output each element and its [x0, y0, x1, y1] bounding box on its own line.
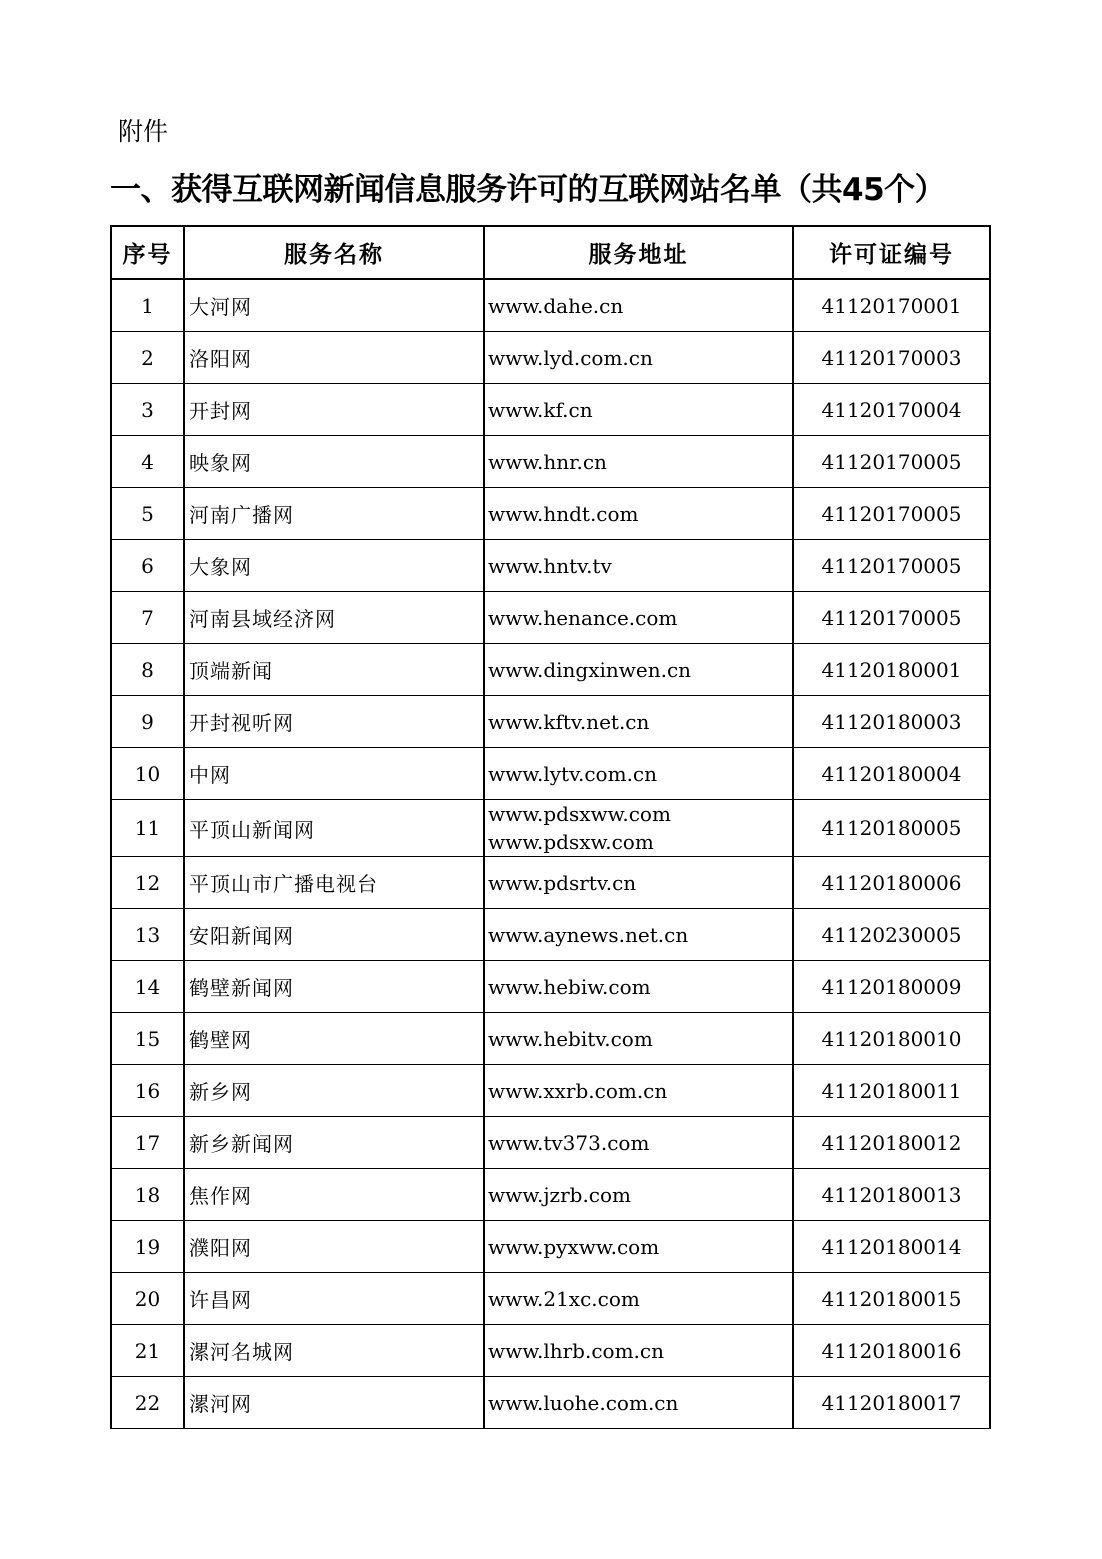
- cell-license-number: 41120180015: [793, 1273, 990, 1325]
- cell-no: 17: [111, 1117, 184, 1169]
- cell-license-number: 41120180003: [793, 696, 990, 748]
- license-table: [110, 225, 991, 1429]
- service-url: www.aynews.net.cn: [488, 922, 689, 947]
- table-row: [111, 1169, 990, 1221]
- cell-service-address: [484, 1117, 793, 1169]
- cell-service-name: 许昌网: [184, 1273, 484, 1325]
- cell-no: 4: [111, 436, 184, 488]
- table-row: [111, 332, 990, 384]
- cell-service-address: [484, 540, 793, 592]
- cell-service-address: [484, 644, 793, 696]
- header-no: 序号: [111, 226, 184, 279]
- table-row: [111, 1013, 990, 1065]
- service-url: www.pdsrtv.cn: [488, 870, 637, 895]
- service-url: www.xxrb.com.cn: [488, 1078, 668, 1103]
- cell-license-number: 41120170004: [793, 384, 990, 436]
- cell-service-name: 映象网: [184, 436, 484, 488]
- cell-license-number: 41120170005: [793, 540, 990, 592]
- cell-license-number: 41120180010: [793, 1013, 990, 1065]
- cell-service-address: [484, 696, 793, 748]
- cell-service-address: [484, 488, 793, 540]
- service-url: www.hnr.cn: [488, 449, 607, 474]
- cell-no: 15: [111, 1013, 184, 1065]
- table-row: [111, 800, 990, 857]
- table-row: [111, 592, 990, 644]
- cell-service-name: 安阳新闻网: [184, 909, 484, 961]
- table-row: [111, 436, 990, 488]
- cell-service-address: [484, 384, 793, 436]
- cell-no: 14: [111, 961, 184, 1013]
- cell-service-address: [484, 592, 793, 644]
- header-service-name: 服务名称: [184, 226, 484, 279]
- table-row: [111, 1065, 990, 1117]
- cell-no: 12: [111, 857, 184, 909]
- service-url: www.jzrb.com: [488, 1182, 632, 1207]
- cell-license-number: 41120180001: [793, 644, 990, 696]
- cell-service-name: 洛阳网: [184, 332, 484, 384]
- table-row: [111, 488, 990, 540]
- cell-service-name: 漯河名城网: [184, 1325, 484, 1377]
- cell-service-name: 鹤壁网: [184, 1013, 484, 1065]
- service-url: www.hndt.com: [488, 501, 639, 526]
- cell-service-name: 开封网: [184, 384, 484, 436]
- cell-no: 21: [111, 1325, 184, 1377]
- table-row: [111, 909, 990, 961]
- cell-no: 16: [111, 1065, 184, 1117]
- cell-service-name: 鹤壁新闻网: [184, 961, 484, 1013]
- service-url: www.hntv.tv: [488, 553, 612, 578]
- cell-service-address: [484, 748, 793, 800]
- cell-service-address: [484, 961, 793, 1013]
- cell-service-address: [484, 332, 793, 384]
- table-row: [111, 696, 990, 748]
- cell-no: 5: [111, 488, 184, 540]
- cell-service-address: [484, 1169, 793, 1221]
- cell-license-number: 41120180017: [793, 1377, 990, 1429]
- table-row: [111, 1221, 990, 1273]
- service-url: www.lhrb.com.cn: [488, 1338, 664, 1363]
- cell-service-address: [484, 436, 793, 488]
- cell-service-name: 开封视听网: [184, 696, 484, 748]
- cell-license-number: 41120180005: [793, 800, 990, 857]
- cell-service-name: 新乡网: [184, 1065, 484, 1117]
- cell-no: 20: [111, 1273, 184, 1325]
- cell-service-address: [484, 1221, 793, 1273]
- cell-service-address: [484, 1273, 793, 1325]
- service-url: www.dingxinwen.cn: [488, 657, 692, 682]
- cell-service-name: 濮阳网: [184, 1221, 484, 1273]
- cell-no: 11: [111, 800, 184, 857]
- cell-no: 10: [111, 748, 184, 800]
- attachment-label: 附件: [118, 117, 169, 146]
- cell-no: 18: [111, 1169, 184, 1221]
- cell-no: 6: [111, 540, 184, 592]
- table-header-row: [111, 226, 990, 279]
- cell-license-number: 41120180016: [793, 1325, 990, 1377]
- service-url: www.luohe.com.cn: [488, 1390, 679, 1415]
- cell-license-number: 41120170005: [793, 436, 990, 488]
- cell-service-address: [484, 857, 793, 909]
- header-service-address: 服务地址: [484, 226, 793, 279]
- cell-license-number: 41120170005: [793, 488, 990, 540]
- document-title: 一、获得互联网新闻信息服务许可的互联网站名单（共45个）: [110, 172, 946, 208]
- cell-service-address: [484, 1065, 793, 1117]
- table-row: [111, 857, 990, 909]
- service-url: www.hebitv.com: [488, 1026, 653, 1051]
- cell-service-name: 平顶山新闻网: [184, 800, 484, 857]
- table-row: [111, 961, 990, 1013]
- table-row: [111, 1117, 990, 1169]
- service-url: www.henance.com: [488, 605, 678, 630]
- service-url: www.21xc.com: [488, 1286, 640, 1311]
- table-body: [111, 279, 990, 1429]
- cell-service-address: [484, 800, 793, 857]
- cell-license-number: 41120170003: [793, 332, 990, 384]
- service-url: www.hebiw.com: [488, 974, 651, 999]
- cell-no: 1: [111, 279, 184, 332]
- service-url: www.lytv.com.cn: [488, 761, 658, 786]
- service-url: www.pdsxww.com: [488, 802, 671, 826]
- table-row: [111, 748, 990, 800]
- service-url: www.kftv.net.cn: [488, 709, 650, 734]
- cell-license-number: 41120230005: [793, 909, 990, 961]
- cell-no: 13: [111, 909, 184, 961]
- cell-license-number: 41120170001: [793, 279, 990, 332]
- cell-no: 19: [111, 1221, 184, 1273]
- table-row: [111, 279, 990, 332]
- cell-service-address: [484, 1013, 793, 1065]
- cell-license-number: 41120170005: [793, 592, 990, 644]
- cell-license-number: 41120180006: [793, 857, 990, 909]
- table-row: [111, 1273, 990, 1325]
- table-row: [111, 1325, 990, 1377]
- cell-license-number: 41120180013: [793, 1169, 990, 1221]
- cell-service-address: [484, 279, 793, 332]
- cell-service-address: [484, 909, 793, 961]
- cell-license-number: 41120180004: [793, 748, 990, 800]
- cell-no: 9: [111, 696, 184, 748]
- cell-service-name: 河南广播网: [184, 488, 484, 540]
- table-row: [111, 540, 990, 592]
- table-row: [111, 1377, 990, 1429]
- cell-service-name: 焦作网: [184, 1169, 484, 1221]
- cell-no: 22: [111, 1377, 184, 1429]
- cell-service-name: 河南县域经济网: [184, 592, 484, 644]
- service-url: www.kf.cn: [488, 397, 593, 422]
- cell-service-name: 新乡新闻网: [184, 1117, 484, 1169]
- cell-service-name: 大象网: [184, 540, 484, 592]
- service-url: www.dahe.cn: [488, 293, 624, 318]
- service-url: www.lyd.com.cn: [488, 345, 653, 370]
- service-url: www.tv373.com: [488, 1130, 650, 1155]
- service-url: www.pyxww.com: [488, 1234, 660, 1259]
- table-row: [111, 644, 990, 696]
- cell-no: 7: [111, 592, 184, 644]
- cell-service-name: 大河网: [184, 279, 484, 332]
- cell-service-name: 平顶山市广播电视台: [184, 857, 484, 909]
- table-row: [111, 384, 990, 436]
- cell-license-number: 41120180009: [793, 961, 990, 1013]
- cell-license-number: 41120180014: [793, 1221, 990, 1273]
- cell-no: 2: [111, 332, 184, 384]
- header-license-number: 许可证编号: [793, 226, 990, 279]
- service-url: www.pdsxw.com: [488, 830, 654, 854]
- cell-service-name: 顶端新闻: [184, 644, 484, 696]
- cell-license-number: 41120180011: [793, 1065, 990, 1117]
- cell-service-name: 中网: [184, 748, 484, 800]
- cell-license-number: 41120180012: [793, 1117, 990, 1169]
- cell-no: 8: [111, 644, 184, 696]
- cell-service-address: [484, 1377, 793, 1429]
- cell-service-address: [484, 1325, 793, 1377]
- cell-service-name: 漯河网: [184, 1377, 484, 1429]
- cell-no: 3: [111, 384, 184, 436]
